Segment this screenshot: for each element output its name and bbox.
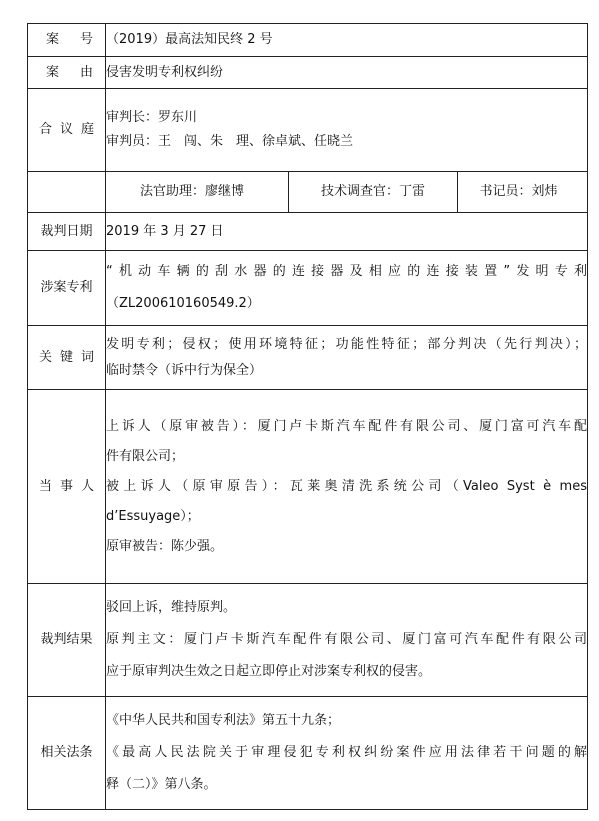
row-result (28, 584, 588, 697)
result-label (28, 584, 106, 697)
result-line: 驳回上诉，维持原判。 (106, 600, 237, 615)
parties-label (28, 390, 106, 584)
case-number-label (28, 24, 106, 57)
keywords-line: 临时禁令（诉中行为保全） (106, 362, 263, 378)
label-char: 关 (39, 349, 53, 365)
panel-label (28, 89, 106, 172)
patent-label (28, 251, 106, 326)
case-summary-table (27, 23, 588, 810)
label-char: 案 (46, 64, 60, 80)
label-char: 事 (59, 478, 73, 494)
panel-value (106, 89, 588, 172)
parties-value (106, 390, 588, 584)
appellants: 上诉人（原审被告）：厦门卢卡斯汽车配件有限公司、厦门富可汽车配 (106, 418, 587, 434)
presiding-judge: 审判长：罗东川 (106, 110, 198, 125)
label-text: 相关法条 (40, 745, 93, 760)
row-case-number (28, 24, 588, 57)
patent-value (106, 251, 588, 326)
judge-assistant: 法官助理：廖继博 (96, 172, 289, 212)
row-assistants (28, 172, 588, 213)
row-laws (28, 697, 588, 810)
case-number-value: （2019）最高法知民终 2 号 (106, 24, 588, 57)
label-char: 当 (39, 478, 53, 494)
label-char: 人 (80, 478, 94, 494)
result-line: 应于原审判决生效之日起立即停止对涉案专利权的侵害。 (106, 664, 432, 679)
case-summary-sheet (27, 23, 587, 811)
label-char: 键 (59, 349, 73, 365)
law-line: 《中华人民共和国专利法》第五十九条； (106, 713, 341, 728)
technical-investigator: 技术调查官：丁雷 (289, 172, 458, 212)
label-char: 庭 (80, 122, 94, 137)
label-char: 号 (79, 32, 93, 47)
patent-title: “机动车辆的刮水器的连接器及相应的连接装置”发明专利 (106, 264, 587, 279)
row-patent (28, 251, 588, 326)
row-keywords (28, 326, 588, 390)
row-case-cause (28, 57, 588, 89)
laws-label (28, 697, 106, 810)
case-cause-label (28, 57, 106, 89)
label-char: 由 (79, 64, 93, 80)
panel-judges: 审判员：王 闯、朱 理、徐卓斌、任晓兰 (106, 134, 354, 149)
keywords-label (28, 326, 106, 390)
label-char: 议 (59, 122, 73, 137)
label-text: 裁判结果 (40, 632, 93, 647)
label-char: 词 (80, 349, 94, 365)
label-char: 合 (39, 122, 53, 137)
clerk: 书记员：刘炜 (479, 184, 558, 199)
row-parties (28, 390, 588, 584)
appellee: 被上诉人（原审原告）：瓦莱奥清洗系统公司（Valeo Syst è mes (106, 478, 587, 494)
keywords-line: 发明专利；侵权；使用环境特征；功能性特征；部分判决（先行判决）； (106, 336, 587, 352)
label-char: 案 (46, 32, 60, 47)
result-value (106, 584, 588, 697)
appellee-cont: d’Essuyage）； (106, 508, 200, 524)
law-line: 《最高人民法院关于审理侵犯专利权纠纷案件应用法律若干问题的解 (106, 745, 587, 760)
label-text: 涉案专利 (40, 280, 93, 295)
patent-number: （ZL200610160549.2） (106, 296, 260, 311)
appellants-cont: 件有限公司； (106, 448, 185, 464)
case-cause-value: 侵害发明专利权纠纷 (106, 57, 588, 89)
keywords-value (106, 326, 588, 390)
assistants-value (106, 172, 588, 213)
judgment-date-value: 2019 年 3 月 27 日 (106, 213, 588, 251)
label-text: 裁判日期 (40, 223, 93, 239)
law-line: 释（二）》第八条。 (106, 777, 217, 792)
original-defendant: 原审被告：陈少强。 (106, 538, 224, 554)
judgment-date-label (28, 213, 106, 251)
row-panel (28, 89, 588, 172)
result-line: 原判主文：厦门卢卡斯汽车配件有限公司、厦门富可汽车配件有限公司 (106, 632, 587, 647)
row-judgment-date (28, 213, 588, 251)
laws-value (106, 697, 588, 810)
assistants-label-blank (28, 172, 106, 213)
